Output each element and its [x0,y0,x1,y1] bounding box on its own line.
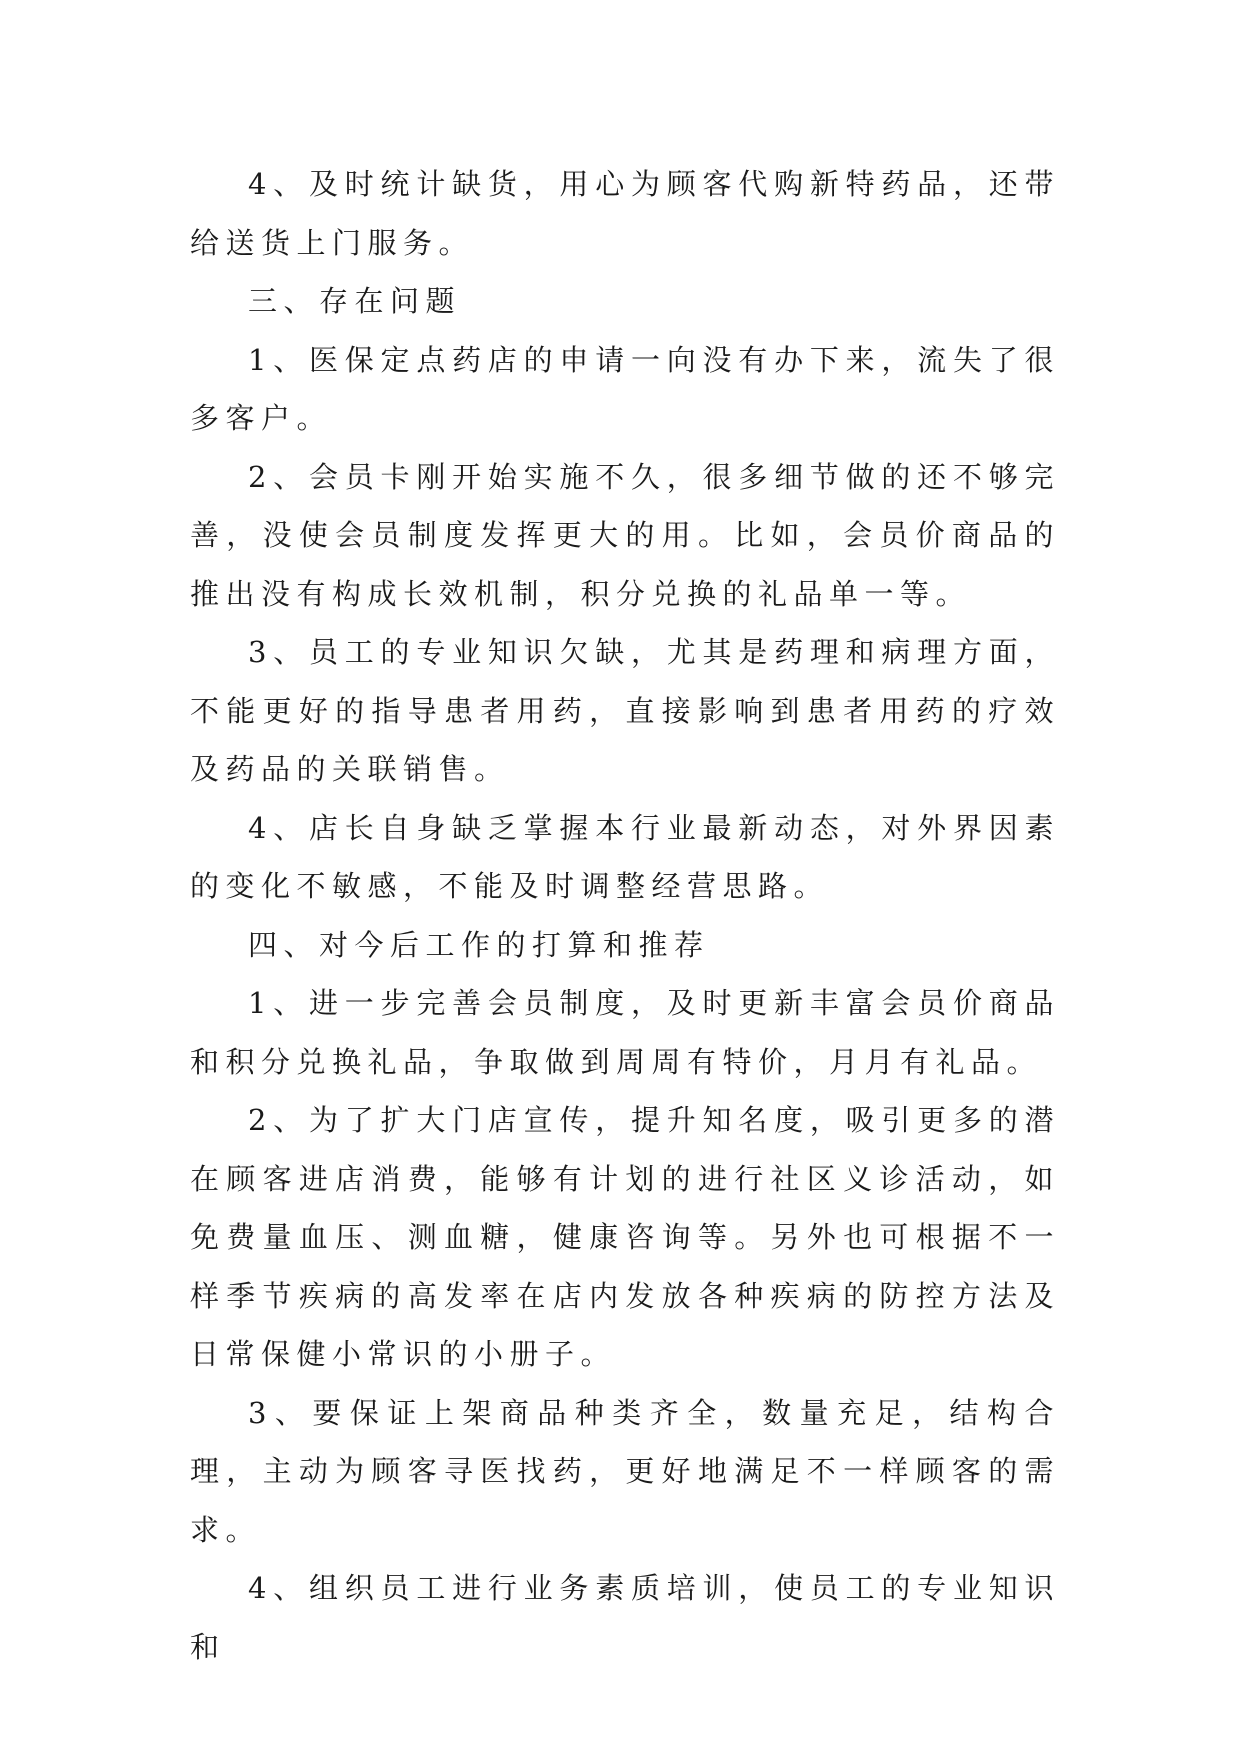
paragraph-item-4-out-of-stock: 4、及时统计缺货，用心为顾客代购新特药品，还带给送货上门服务。 [190,167,1060,260]
paragraph-plan-2: 2、为了扩大门店宣传，提升知名度，吸引更多的潜在顾客进店消费，能够有计划的进行社区义诊活动，如免费量血压、测血糖，健康咨询等。另外也可根据不一样季节疾病的高发率在店内发放各种疾病的防控方法及日常保健小常识的小册子。 [190,1103,1060,1371]
section-heading-future-plans: 四、对今后工作的打算和推荐 [248,927,710,962]
paragraph-plan-3: 3、要保证上架商品种类齐全，数量充足，结构合理，主动为顾客寻医找药，更好地满足不一样顾客的需求。 [190,1395,1060,1547]
document-body [190,155,1060,1676]
paragraph-plan-4: 4、组织员工进行业务素质培训，使员工的专业知识和 [190,1571,1060,1664]
paragraph-problem-3: 3、员工的专业知识欠缺，尤其是药理和病理方面，不能更好的指导患者用药，直接影响到患者用药的疗效及药品的关联销售。 [190,635,1060,786]
paragraph-problem-4: 4、店长自身缺乏掌握本行业最新动态，对外界因素的变化不敏感，不能及时调整经营思路。 [190,810,1060,903]
paragraph-plan-1: 1、进一步完善会员制度，及时更新丰富会员价商品和积分兑换礼品，争取做到周周有特价，月月有礼品。 [190,986,1060,1079]
paragraph-problem-2: 2、会员卡刚开始实施不久，很多细节做的还不够完善，没使会员制度发挥更大的用。比如，会员价商品的推出没有构成长效机制，积分兑换的礼品单一等。 [190,459,1060,611]
paragraph-problem-1: 1、医保定点药店的申请一向没有办下来，流失了很多客户。 [190,342,1060,435]
section-heading-existing-problems: 三、存在问题 [248,284,462,318]
